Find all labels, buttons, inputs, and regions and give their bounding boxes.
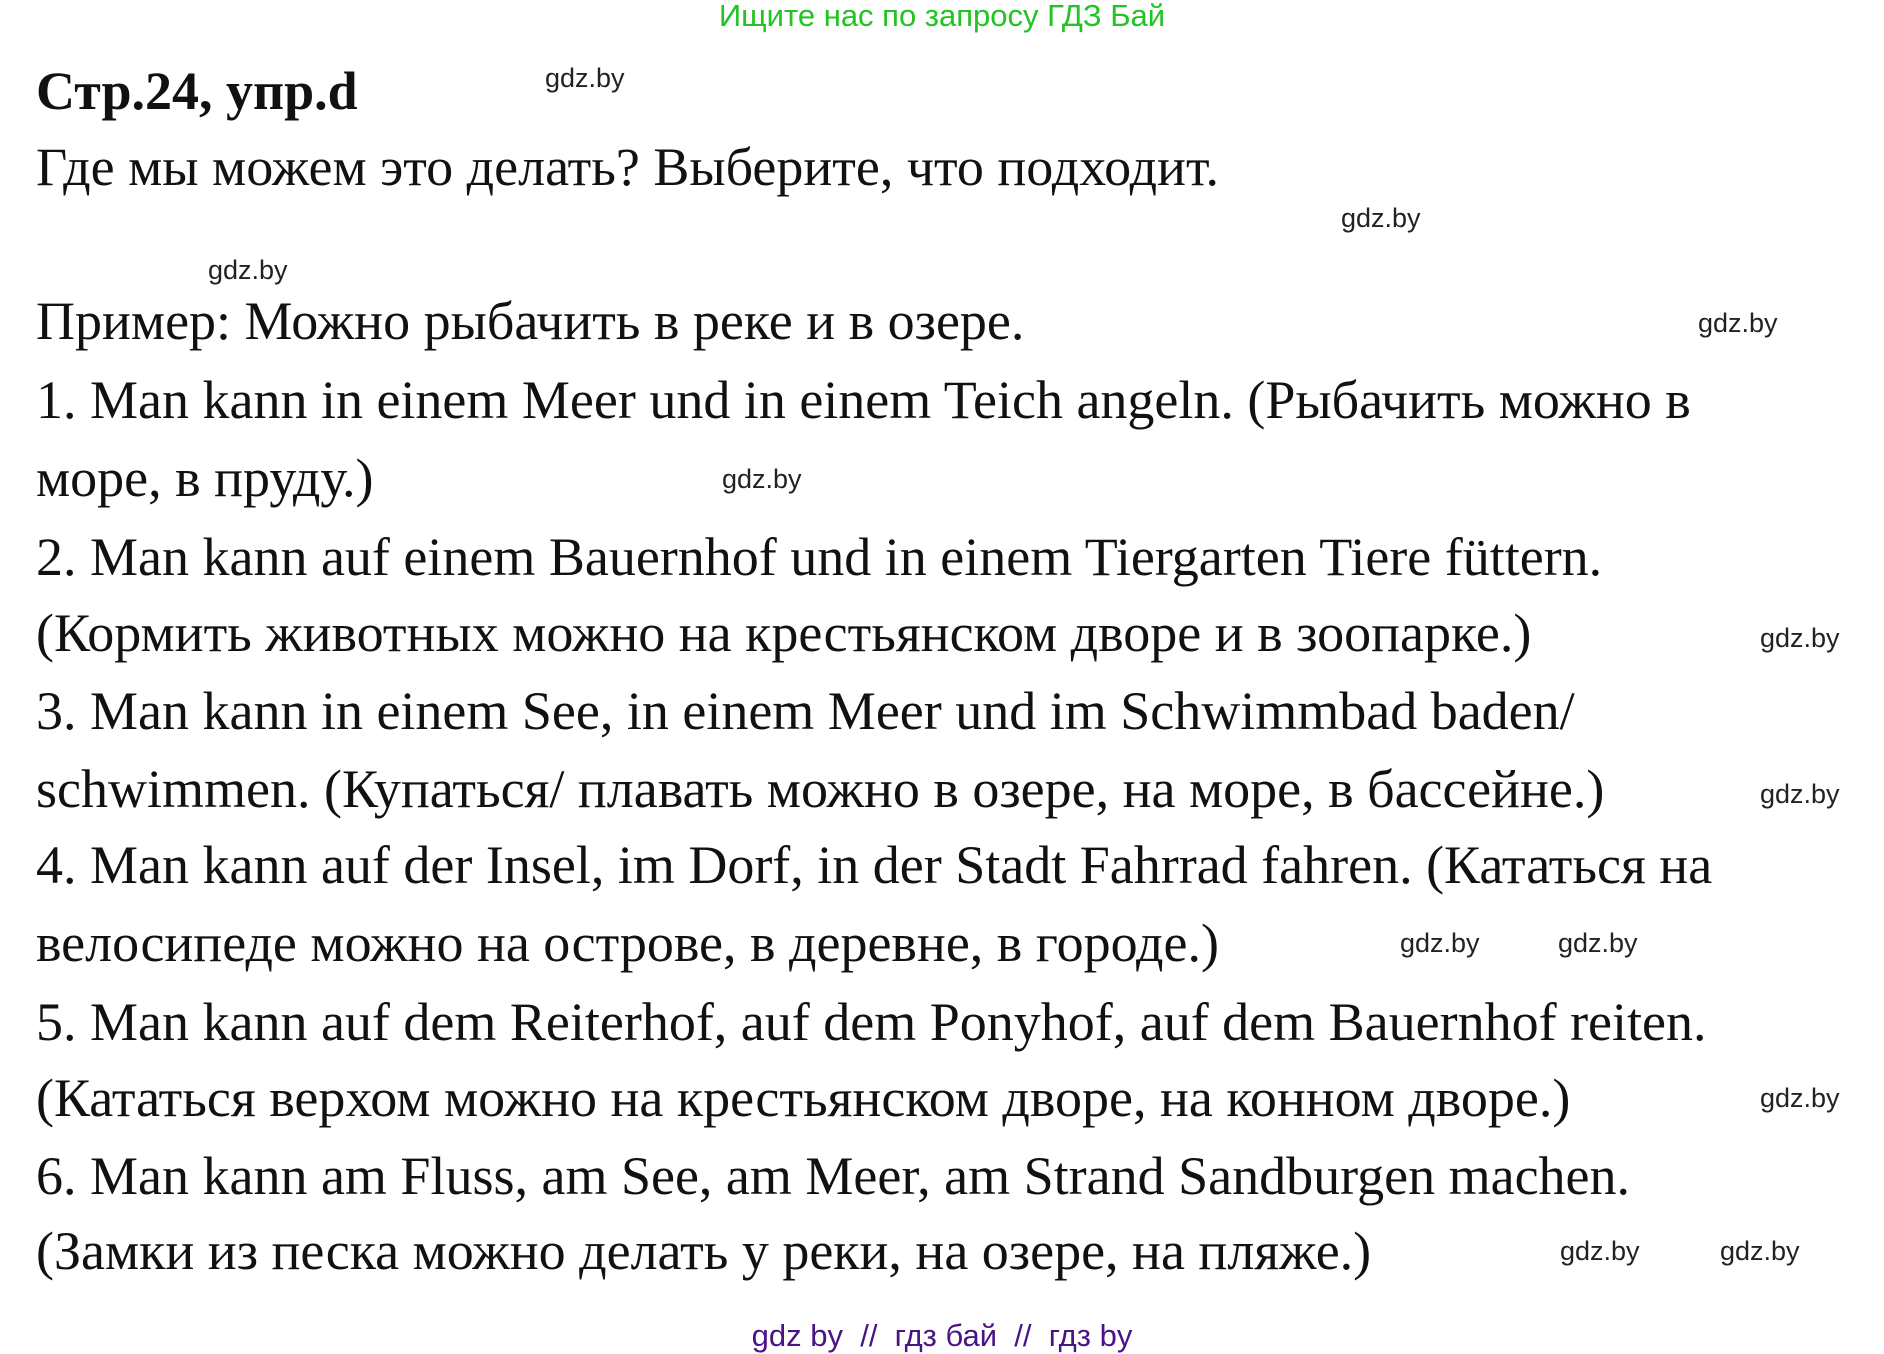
answer-line: (Кататься верхом можно на крестьянском дворе, на конном дворе.): [36, 1068, 1571, 1128]
answer-line: 4. Man kann auf der Insel, im Dorf, in der Stadt Fahrrad fahren. (Кататься на: [36, 835, 1713, 895]
watermark: gdz.by: [722, 464, 802, 494]
footer-links: gdz by // гдз бай // гдз by: [751, 1318, 1133, 1353]
watermark: gdz.by: [208, 255, 288, 285]
watermark: gdz.by: [1400, 928, 1480, 958]
answer-line: велосипеде можно на острове, в деревне, в городе.): [36, 913, 1219, 973]
watermark: gdz.by: [1760, 623, 1840, 653]
answer-line: 6. Man kann am Fluss, am See, am Meer, am Strand Sandburgen machen.: [36, 1146, 1631, 1206]
watermark: gdz.by: [1558, 928, 1638, 958]
answer-line: (Замки из песка можно делать у реки, на озере, на пляже.): [36, 1221, 1372, 1281]
watermark: gdz.by: [1720, 1236, 1800, 1266]
answer-line: 3. Man kann in einem See, in einem Meer und im Schwimmbad baden/: [36, 681, 1575, 741]
answer-line: 2. Man kann auf einem Bauernhof und in einem Tiergarten Tiere füttern.: [36, 527, 1603, 587]
watermark: gdz.by: [1760, 1083, 1840, 1113]
watermark: gdz.by: [1341, 203, 1421, 233]
watermark: gdz.by: [1760, 779, 1840, 809]
answer-line: 5. Man kann auf dem Reiterhof, auf dem Ponyhof, auf dem Bauernhof reiten.: [36, 992, 1707, 1052]
watermark: gdz.by: [545, 63, 625, 93]
watermark: gdz.by: [1560, 1236, 1640, 1266]
answer-line: 1. Man kann in einem Meer und in einem Teich angeln. (Рыбачить можно в: [36, 370, 1691, 430]
search-banner: Ищите нас по запросу ГДЗ Бай: [718, 0, 1166, 33]
example-line: Пример: Можно рыбачить в реке и в озере.: [36, 291, 1025, 351]
answer-line: море, в пруду.): [36, 448, 374, 508]
answer-line: schwimmen. (Купаться/ плавать можно в озере, на море, в бассейне.): [36, 759, 1605, 819]
answer-line: (Кормить животных можно на крестьянском дворе и в зоопарке.): [36, 603, 1532, 663]
watermark: gdz.by: [1698, 308, 1778, 338]
instruction: Где мы можем это делать? Выберите, что подходит.: [36, 137, 1219, 197]
page-title: Стр.24, упр.d: [36, 61, 358, 121]
